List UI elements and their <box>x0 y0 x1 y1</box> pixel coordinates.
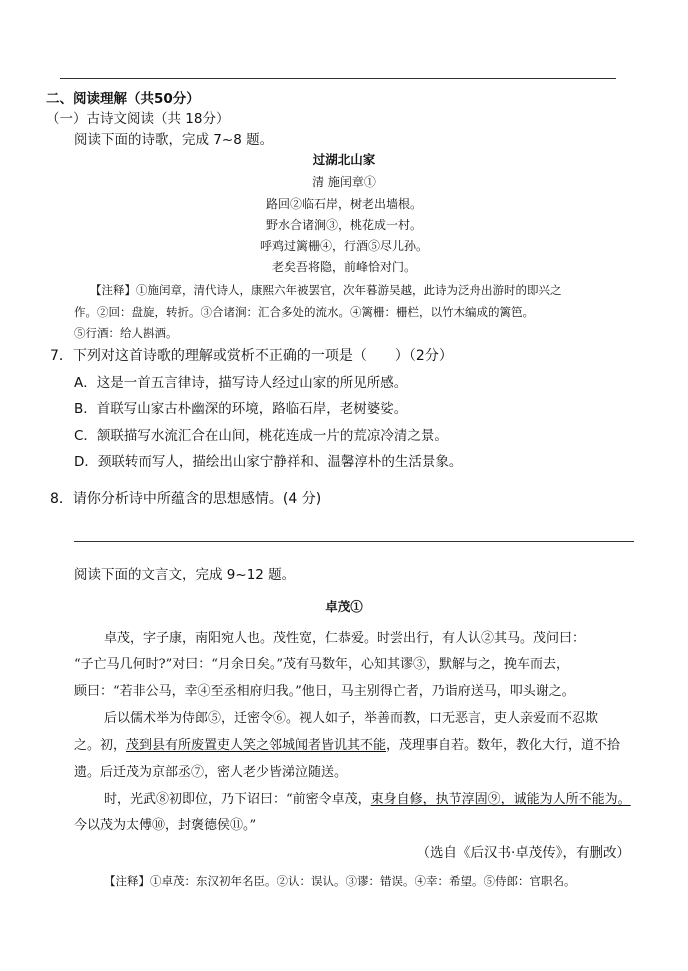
prose-line: “子亡马几何时?”对曰：“月余日矣。”茂有马数年，心知其谬③，默解与之，挽车而去， <box>74 657 570 672</box>
prose-line: 后以儒术举为侍郎⑤，迁密令⑥。视人如子，举善而教，口无恶言，吏人亲爱而不忍欺 <box>104 711 599 726</box>
question-7-option-d: D．颈联转而写人，描绘出山家宁静祥和、温馨淳朴的生活景象。 <box>74 454 463 470</box>
poem-line: 野水合诸涧③，桃花成一村。 <box>265 218 422 232</box>
prose-text: 之。初， <box>74 738 127 753</box>
section-header: 二、阅读理解（共50分） <box>46 91 200 107</box>
prose-text: ，茂理事自若。数年，教化大行，道不拾 <box>386 738 621 753</box>
prose-instruction: 阅读下面的文言文，完成 9~12 题。 <box>74 567 296 583</box>
poem-line: 路回②临石岸，树老出墙根。 <box>265 197 422 211</box>
question-7-option-c: C．颔联描写水流汇合在山间，桃花连成一片的荒凉冷清之景。 <box>74 428 448 444</box>
prose-line: 遗。后迁茂为京部丞⑦，密人老少皆涕泣随送。 <box>74 765 348 780</box>
prose-title: 卓茂① <box>325 599 363 614</box>
source-citation: （选自《后汉书·卓茂传》，有删改） <box>416 845 630 861</box>
poem-line: 呼鸡过篱栅④，行酒⑤尽儿孙。 <box>259 239 428 253</box>
prose-line: 顾曰：“若非公马，幸④至丞相府归我。”他日，马主别得亡者，乃诣府送马，叩头谢之。 <box>74 684 575 699</box>
underlined-sentence: 茂到县有所废置吏人笑之邻城闻者皆讥其不能 <box>126 738 387 753</box>
prose-line <box>104 791 631 809</box>
prose-line: 卓茂，字子康，南阳宛人也。茂性宽，仁恭爱。时尝出行，有人认②其马。茂问曰： <box>104 631 586 646</box>
underlined-sentence: 束身自修，执节淳固⑨，诚能为人所不能为。 <box>370 792 631 807</box>
poem-note-line: ⑤行酒：给人斟酒。 <box>74 326 178 340</box>
poem-note-line: 作。②回：盘旋，转折。③合诸涧：汇合多处的流水。④篱栅：栅栏，以竹木编成的篱笆。 <box>74 305 534 319</box>
poem-line: 老矣吾将隐，前峰恰对门。 <box>271 260 416 274</box>
prose-text: 时，光武⑧初即位，乃下诏曰：“前密令卓茂， <box>104 792 371 807</box>
prose-line <box>74 737 620 755</box>
poem-instruction: 阅读下面的诗歌，完成 7~8 题。 <box>74 132 274 148</box>
prose-note: 【注释】①卓茂：东汉初年名臣。②认：误认。③谬：错误。④幸：希望。⑤侍郎：官职名。 <box>104 874 576 888</box>
question-7-option-b: B．首联写山家古朴幽深的环境，路临石岸，老树婆娑。 <box>74 401 408 417</box>
question-7-stem: 7．下列对这首诗歌的理解或赏析不正确的一项是（ ）（2分） <box>50 348 453 364</box>
poem-author: 清 施闰章① <box>312 175 376 189</box>
poem-note-line: 【注释】①施闰章，清代诗人，康熙六年被罢官，次年暮游吴越，此诗为泛舟出游时的即兴之 <box>90 283 562 297</box>
subsection-heading: （一）古诗文阅读（共 18分） <box>46 111 230 127</box>
poem-title: 过湖北山家 <box>312 152 376 167</box>
top-rule <box>60 78 616 79</box>
prose-line: 今以茂为太傅⑩，封褒德侯⑪。” <box>74 818 257 833</box>
answer-line <box>74 541 634 542</box>
question-7-option-a: A．这是一首五言律诗，描写诗人经过山家的所见所感。 <box>74 375 408 391</box>
question-8-stem: 8．请你分析诗中所蕴含的思想感情。(4 分) <box>50 491 322 507</box>
